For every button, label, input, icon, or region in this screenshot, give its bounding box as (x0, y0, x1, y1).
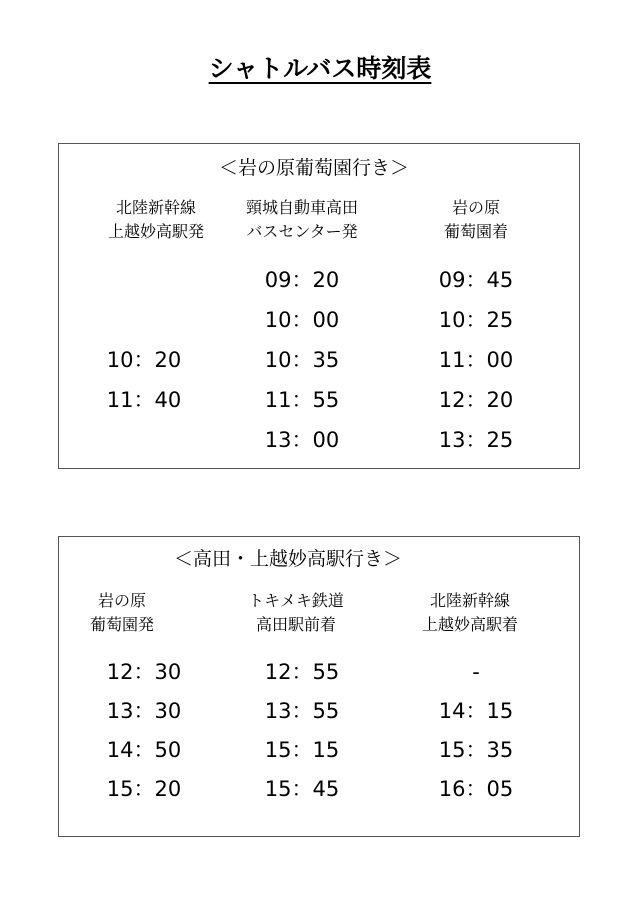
column-header-line-2: バスセンター発 (246, 222, 358, 241)
page-title (0, 52, 640, 86)
column-header-line-1: 頸城自動車高田 (245, 198, 358, 217)
column-header-line-1: 岩の原 (451, 198, 500, 217)
time-cell: 12：30 (106, 660, 182, 684)
column-takada-station-arrival (211, 589, 381, 637)
time-cell: 10：35 (264, 348, 340, 372)
column-joetsumyoko-departure (71, 196, 241, 244)
column-iwanohara-arrival (391, 196, 561, 244)
time-cell: 13：30 (106, 699, 182, 723)
time-cell: 15：20 (106, 777, 182, 801)
timetable-section-to-iwanohara (58, 143, 580, 469)
time-cell: 09：20 (264, 268, 340, 292)
column-header-line-2: 葡萄園発 (89, 615, 154, 634)
time-cell: 12：55 (264, 660, 340, 684)
column-header-line-2: 葡萄園着 (443, 222, 508, 241)
column-header-line-2: 上越妙高駅発 (107, 222, 204, 241)
time-cell: 09：45 (438, 268, 514, 292)
column-iwanohara-departure (37, 589, 207, 637)
column-takada-bus-center-departure (217, 196, 387, 244)
page-title-text: シャトルバス時刻表 (208, 54, 432, 83)
time-cell: 11：55 (264, 388, 340, 412)
time-cell: 15：45 (264, 777, 340, 801)
time-cell: 13：00 (264, 428, 340, 452)
time-cell: 15：15 (264, 738, 340, 762)
time-cell: 11：40 (106, 388, 182, 412)
column-header-line-1: 岩の原 (97, 591, 146, 610)
section-heading: ＜岩の原葡萄園行き＞ (219, 157, 410, 179)
time-cell: 11：00 (438, 348, 514, 372)
timetable-section-to-takada-joetsumyoko (58, 536, 580, 837)
time-cell: - (472, 660, 480, 684)
column-joetsumyoko-arrival (385, 589, 555, 637)
time-cell: 13：25 (438, 428, 514, 452)
column-header-line-1: 北陸新幹線 (115, 198, 196, 217)
time-cell: 13：55 (264, 699, 340, 723)
time-cell: 10：25 (438, 308, 514, 332)
time-cell: 10：00 (264, 308, 340, 332)
column-header-line-1: トキメキ鉄道 (248, 591, 344, 610)
time-cell: 15：35 (438, 738, 514, 762)
time-cell: 10：20 (106, 348, 182, 372)
time-cell: 14：15 (438, 699, 514, 723)
column-header-line-2: 高田駅前着 (255, 615, 336, 634)
time-cell: 14：50 (106, 738, 182, 762)
column-header-line-1: 北陸新幹線 (429, 591, 510, 610)
section-heading: ＜高田・上越妙高駅行き＞ (174, 548, 403, 570)
time-cell: 12：20 (438, 388, 514, 412)
time-cell: 16：05 (438, 777, 514, 801)
column-header-line-2: 上越妙高駅着 (421, 615, 518, 634)
